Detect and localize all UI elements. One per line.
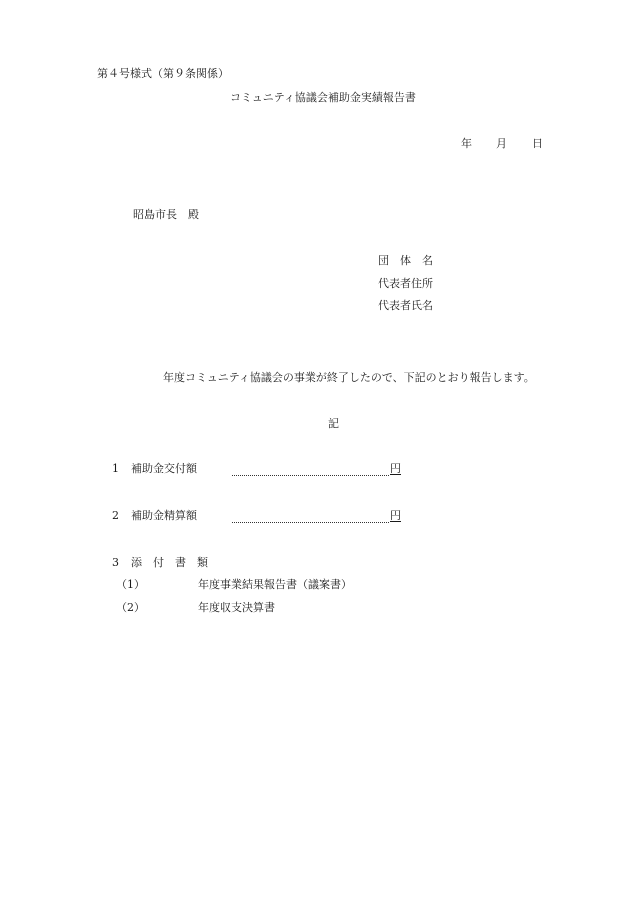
amount-fill-line: [232, 522, 389, 523]
attachments-heading: 添 付 書 類: [131, 556, 208, 569]
attachment-marker: （1）: [116, 578, 145, 591]
item-unit: 円: [390, 509, 401, 522]
attachment-marker: （2）: [116, 601, 145, 614]
form-label: 第４号様式（第９条関係）: [97, 67, 229, 80]
date-year: 年: [461, 137, 472, 150]
org-name-label: 団 体 名: [378, 254, 433, 267]
date-month: 月: [496, 137, 507, 150]
attachment-item: 年度収支決算書: [198, 601, 275, 614]
date-day: 日: [532, 137, 543, 150]
item-number: 2: [112, 509, 119, 522]
attachments-number: 3: [112, 556, 119, 569]
addressee: 昭島市長 殿: [133, 208, 199, 221]
ki-heading: 記: [328, 417, 339, 430]
item-label: 補助金精算額: [131, 509, 197, 522]
document-title: コミュニティ協議会補助金実績報告書: [230, 91, 416, 104]
item-label: 補助金交付額: [131, 462, 197, 475]
attachment-item: 年度事業結果報告書（議案書）: [198, 578, 352, 591]
item-number: 1: [112, 462, 119, 475]
body-text: 年度コミュニティ協議会の事業が終了したので、下記のとおり報告します。: [163, 371, 535, 384]
rep-name-label: 代表者氏名: [378, 299, 433, 312]
amount-fill-line: [232, 475, 389, 476]
item-unit: 円: [390, 462, 401, 475]
rep-address-label: 代表者住所: [378, 277, 433, 290]
